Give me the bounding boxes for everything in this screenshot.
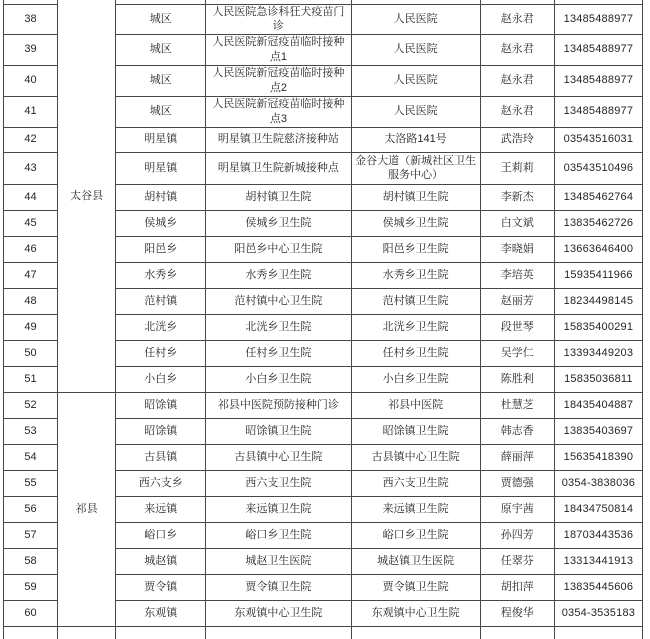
cell-contact: 陈胜利 [480, 366, 554, 392]
cell-contact: 韩志香 [480, 418, 554, 444]
cell-row-number: 56 [4, 496, 58, 522]
cell-row-number: 58 [4, 548, 58, 574]
cell-phone: 13663646400 [554, 236, 642, 262]
cell-address: 侯城乡卫生院 [351, 210, 480, 236]
cell-site-name: 人民医院新冠疫苗临时接种点2 [206, 65, 351, 96]
cell-town: 城区 [116, 34, 206, 65]
cell-town: 来远镇 [116, 496, 206, 522]
cell-row-number: 53 [4, 418, 58, 444]
cell-row-number: 38 [4, 5, 58, 35]
cell-row-number: 41 [4, 96, 58, 127]
table-row [4, 392, 643, 418]
cell-town: 峪口乡 [116, 522, 206, 548]
cell-row-number: 49 [4, 314, 58, 340]
cell-contact: 李培英 [480, 262, 554, 288]
cell-site-name: 来远镇卫生院 [206, 496, 351, 522]
cell-phone: 0354-3535183 [554, 600, 642, 626]
cell-phone: 13485488977 [554, 5, 642, 35]
cell-address: 东观镇中心卫生院 [351, 600, 480, 626]
cell-address: 城赵镇卫生医院 [351, 548, 480, 574]
cell-site-name: 明星镇卫生院新城接种点 [206, 152, 351, 184]
cell-county-qixian: 祁县 [58, 392, 116, 626]
cell-contact: 原宇茜 [480, 496, 554, 522]
cell-contact: 薛丽萍 [480, 444, 554, 470]
cell-row-number [4, 626, 58, 639]
cell-phone: 15935411966 [554, 262, 642, 288]
cell-contact: 胡扣萍 [480, 574, 554, 600]
cell-address: 北洸乡卫生院 [351, 314, 480, 340]
cell-town: 古县镇 [116, 444, 206, 470]
cell-contact: 李新杰 [480, 184, 554, 210]
cell-site-name: 任村乡卫生院 [206, 340, 351, 366]
cell-contact: 王莉莉 [480, 152, 554, 184]
cell-row-number: 55 [4, 470, 58, 496]
cell-address: 古县镇中心卫生院 [351, 444, 480, 470]
cell-town: 任村乡 [116, 340, 206, 366]
cell-phone: 13835462726 [554, 210, 642, 236]
cell-row-number: 50 [4, 340, 58, 366]
cell-address: 金谷大道（新城社区卫生服务中心） [351, 152, 480, 184]
cell-town: 北洸乡 [116, 314, 206, 340]
cell-town: 东观镇 [116, 600, 206, 626]
cell-address: 人民医院 [351, 96, 480, 127]
cell-row-number: 60 [4, 600, 58, 626]
cell-row-number: 54 [4, 444, 58, 470]
cell-site-name: 人民医院新冠疫苗临时接种点3 [206, 96, 351, 127]
cell-town: 城赵镇 [116, 548, 206, 574]
cell-address [351, 626, 480, 639]
cell-address: 任村乡卫生院 [351, 340, 480, 366]
cell-phone: 15635418390 [554, 444, 642, 470]
cell-row-number: 59 [4, 574, 58, 600]
cell-row-number: 43 [4, 152, 58, 184]
cell-phone: 13835403697 [554, 418, 642, 444]
cell-contact: 武浩玲 [480, 127, 554, 152]
cell-site-name: 明星镇卫生院慈济接种站 [206, 127, 351, 152]
cell-row-number: 45 [4, 210, 58, 236]
cell-contact [480, 626, 554, 639]
cell-row-number: 46 [4, 236, 58, 262]
cell-phone: 13485488977 [554, 34, 642, 65]
cell-address: 人民医院 [351, 65, 480, 96]
cell-town: 明星镇 [116, 152, 206, 184]
cell-town: 范村镇 [116, 288, 206, 314]
cell-address: 人民医院 [351, 34, 480, 65]
cell-address: 贾令镇卫生院 [351, 574, 480, 600]
cell-phone: 13485488977 [554, 96, 642, 127]
cell-row-number: 48 [4, 288, 58, 314]
cell-town: 昭馀镇 [116, 392, 206, 418]
cell-contact: 贾德强 [480, 470, 554, 496]
cell-row-number: 39 [4, 34, 58, 65]
cell-site-name: 北洸乡卫生院 [206, 314, 351, 340]
cell-site-name: 小白乡卫生院 [206, 366, 351, 392]
cell-address: 西六支卫生院 [351, 470, 480, 496]
cell-site-name: 峪口乡卫生院 [206, 522, 351, 548]
cell-contact: 赵永君 [480, 5, 554, 35]
cell-site-name: 人民医院新冠疫苗临时接种点1 [206, 34, 351, 65]
cell-site-name [206, 626, 351, 639]
cell-row-number: 51 [4, 366, 58, 392]
table-row-partial-bottom [4, 626, 643, 639]
cell-phone: 18234498145 [554, 288, 642, 314]
cell-site-name: 范村镇中心卫生院 [206, 288, 351, 314]
cell-address: 峪口乡卫生院 [351, 522, 480, 548]
cell-address: 水秀乡卫生院 [351, 262, 480, 288]
cell-contact: 赵丽芳 [480, 288, 554, 314]
cell-site-name: 昭馀镇卫生院 [206, 418, 351, 444]
cell-site-name: 古县镇中心卫生院 [206, 444, 351, 470]
cell-address: 祁县中医院 [351, 392, 480, 418]
cell-address: 范村镇卫生院 [351, 288, 480, 314]
cell-town: 昭馀镇 [116, 418, 206, 444]
cell-phone: 15835036811 [554, 366, 642, 392]
cell-row-number: 42 [4, 127, 58, 152]
cell-row-number: 44 [4, 184, 58, 210]
vaccination-sites-table [3, 0, 643, 639]
cell-town: 贾令镇 [116, 574, 206, 600]
cell-phone [554, 626, 642, 639]
table-body [4, 0, 643, 639]
cell-county [58, 626, 116, 639]
cell-town [116, 626, 206, 639]
cell-site-name: 城赵卫生医院 [206, 548, 351, 574]
cell-site-name: 贾令镇卫生院 [206, 574, 351, 600]
cell-town: 阳邑乡 [116, 236, 206, 262]
cell-town: 侯城乡 [116, 210, 206, 236]
cell-contact: 杜慧芝 [480, 392, 554, 418]
cell-phone: 03543516031 [554, 127, 642, 152]
cell-address: 昭馀镇卫生院 [351, 418, 480, 444]
cell-contact: 段世琴 [480, 314, 554, 340]
cell-site-name: 胡村镇卫生院 [206, 184, 351, 210]
cell-contact: 李晓娟 [480, 236, 554, 262]
cell-address: 阳邑乡卫生院 [351, 236, 480, 262]
cell-contact: 赵永君 [480, 96, 554, 127]
cell-address: 人民医院 [351, 5, 480, 35]
cell-contact: 赵永君 [480, 65, 554, 96]
cell-town: 水秀乡 [116, 262, 206, 288]
cell-address: 小白乡卫生院 [351, 366, 480, 392]
cell-site-name: 祁县中医院预防接种门诊 [206, 392, 351, 418]
cell-row-number: 57 [4, 522, 58, 548]
cell-contact: 白文斌 [480, 210, 554, 236]
cell-county-taiguxian: 太谷县 [58, 0, 116, 392]
cell-site-name: 水秀乡卫生院 [206, 262, 351, 288]
cell-row-number: 47 [4, 262, 58, 288]
cell-contact: 任翠芬 [480, 548, 554, 574]
cell-phone: 03543510496 [554, 152, 642, 184]
cell-contact: 孙四芳 [480, 522, 554, 548]
cell-contact: 吴学仁 [480, 340, 554, 366]
cell-phone: 18435404887 [554, 392, 642, 418]
cell-site-name: 侯城乡卫生院 [206, 210, 351, 236]
cell-phone: 13485488977 [554, 65, 642, 96]
cell-phone: 18703443536 [554, 522, 642, 548]
cell-town: 明星镇 [116, 127, 206, 152]
cell-row-number: 52 [4, 392, 58, 418]
cell-site-name: 东观镇中心卫生院 [206, 600, 351, 626]
cell-row-number: 40 [4, 65, 58, 96]
cell-address: 胡村镇卫生院 [351, 184, 480, 210]
cell-phone: 18434750814 [554, 496, 642, 522]
cell-address: 太洛路141号 [351, 127, 480, 152]
cell-phone: 15835400291 [554, 314, 642, 340]
cell-town: 城区 [116, 96, 206, 127]
cell-phone: 13485462764 [554, 184, 642, 210]
cell-phone: 0354-3838036 [554, 470, 642, 496]
cell-phone: 13393449203 [554, 340, 642, 366]
cell-site-name: 人民医院急诊科狂犬疫苗门诊 [206, 5, 351, 35]
cell-phone: 13835445606 [554, 574, 642, 600]
cell-phone: 13313441913 [554, 548, 642, 574]
cell-contact: 赵永君 [480, 34, 554, 65]
cell-address: 来远镇卫生院 [351, 496, 480, 522]
cell-town: 胡村镇 [116, 184, 206, 210]
cell-town: 西六支乡 [116, 470, 206, 496]
cell-contact: 程俊华 [480, 600, 554, 626]
cell-site-name: 西六支卫生院 [206, 470, 351, 496]
cell-site-name: 阳邑乡中心卫生院 [206, 236, 351, 262]
cell-town: 城区 [116, 5, 206, 35]
cell-town: 城区 [116, 65, 206, 96]
cell-town: 小白乡 [116, 366, 206, 392]
